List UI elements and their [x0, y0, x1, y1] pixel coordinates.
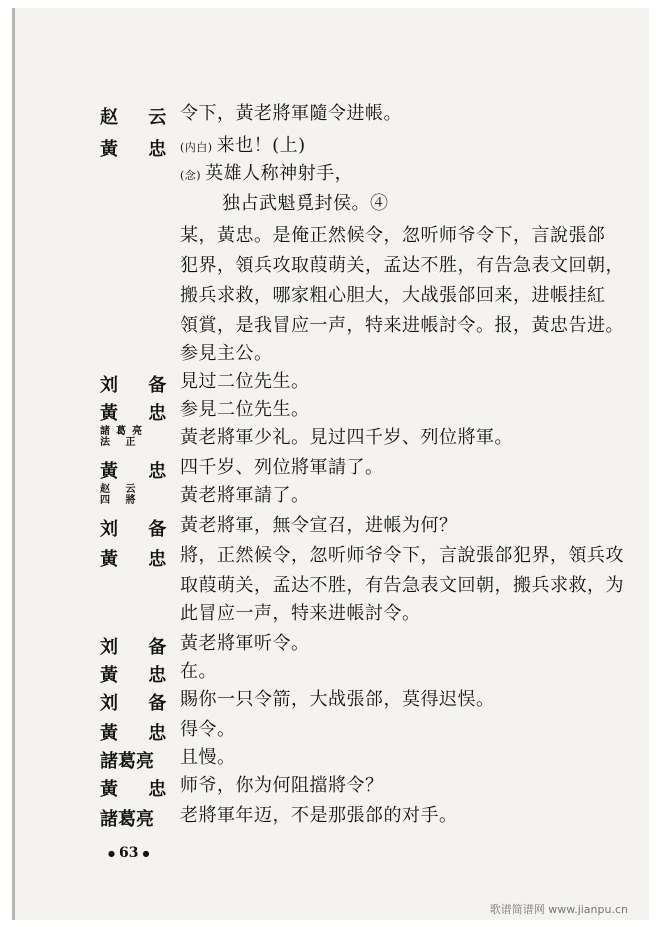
dialogue-text: 师爷，你为何阻擋將令？ — [180, 775, 384, 796]
dialogue-text: 在。 — [180, 661, 217, 682]
dialogue-text: 老將軍年迈，不是那張郃的对手。 — [180, 805, 458, 826]
speaker-name: 諸葛亮 — [100, 809, 154, 830]
speaker-name: 刘 备 — [100, 693, 179, 714]
speaker-name: 黃 忠 — [100, 549, 179, 570]
dialogue-text: 且慢。 — [180, 747, 236, 768]
speaker-name: 黃 忠 — [100, 779, 179, 800]
dialogue-text: 黃老將軍，無令宣召，进帳为何？ — [180, 515, 458, 536]
dialogue-text: 四千岁、列位將軍請了。 — [180, 457, 384, 478]
speaker-name: 黃 忠 — [100, 403, 179, 424]
dialogue-text: 黃老將軍少礼。見过四千岁、列位將軍。 — [180, 427, 513, 448]
speaker-group — [100, 484, 172, 506]
speaker-name: 法 正 — [100, 437, 142, 448]
stage-direction: (内白) — [180, 141, 213, 154]
dialogue-text: 令下，黃老將軍隨令进帳。 — [180, 103, 402, 124]
dialogue-text: 独占武魁覓封侯。④ — [222, 193, 389, 214]
dialogue-text: 賜你一只令箭，大战張郃，莫得迟悮。 — [180, 689, 495, 710]
speaker-name: 刘 备 — [100, 519, 179, 540]
dialogue-text: 黃老將軍請了。 — [180, 485, 310, 506]
dialogue-text: 將，正然候令，忽听师爷令下，言說張郃犯界，領兵攻 — [180, 545, 624, 566]
speaker-group — [100, 426, 172, 448]
speaker-name: 四 將 — [100, 495, 142, 506]
speaker-name: 黃 忠 — [100, 139, 179, 160]
speaker-name: 諸葛亮 — [100, 426, 148, 437]
dialogue-text: (内白) 来也！(上) — [180, 135, 306, 156]
watermark-text: 歌谱简谱网 www.jianpu.cn — [489, 903, 628, 916]
dialogue-text: 犯界，領兵攻取葭萌关，孟达不胜，有告急表文回朝， — [180, 255, 624, 276]
speaker-name: 赵 云 — [100, 107, 179, 128]
speaker-name: 黃 忠 — [100, 461, 179, 482]
speaker-name: 黃 忠 — [100, 723, 179, 744]
dialogue-text: 搬兵求救，哪家粗心胆大，大战張郃回来，进帳挂紅 — [180, 285, 606, 306]
dialogue-text: 参見主公。 — [180, 343, 273, 364]
dialogue-text: 得令。 — [180, 719, 236, 740]
dialogue-text: 見过二位先生。 — [180, 371, 310, 392]
dot-icon: ● — [142, 848, 150, 858]
speaker-name: 刘 备 — [100, 375, 179, 396]
dialogue-text: 黃老將軍听令。 — [180, 633, 310, 654]
dialogue-text: 某，黃忠。是俺正然候令，忽听师爷令下，言說張郃 — [180, 225, 606, 246]
page-number: ● 63 ● — [108, 845, 150, 861]
speaker-name: 諸葛亮 — [100, 751, 154, 772]
dialogue-text: 取葭萌关，孟达不胜，有告急表文回朝，搬兵求救，为 — [180, 575, 624, 596]
speaker-name: 刘 备 — [100, 637, 179, 658]
dialogue-text: 此冒应一声，特来进帳討令。 — [180, 603, 421, 624]
stage-direction: (念) — [180, 169, 202, 182]
dialogue-text: 領賞，是我冒应一声，特来进帳討令。报，黃忠告进。 — [180, 315, 624, 336]
dialogue-text: (念) 英雄人称神射手， — [180, 163, 354, 184]
speaker-name: 赵 云 — [100, 484, 142, 495]
speaker-name: 黃 忠 — [100, 665, 179, 686]
dialogue-text: 参見二位先生。 — [180, 399, 310, 420]
dot-icon: ● — [108, 848, 115, 858]
